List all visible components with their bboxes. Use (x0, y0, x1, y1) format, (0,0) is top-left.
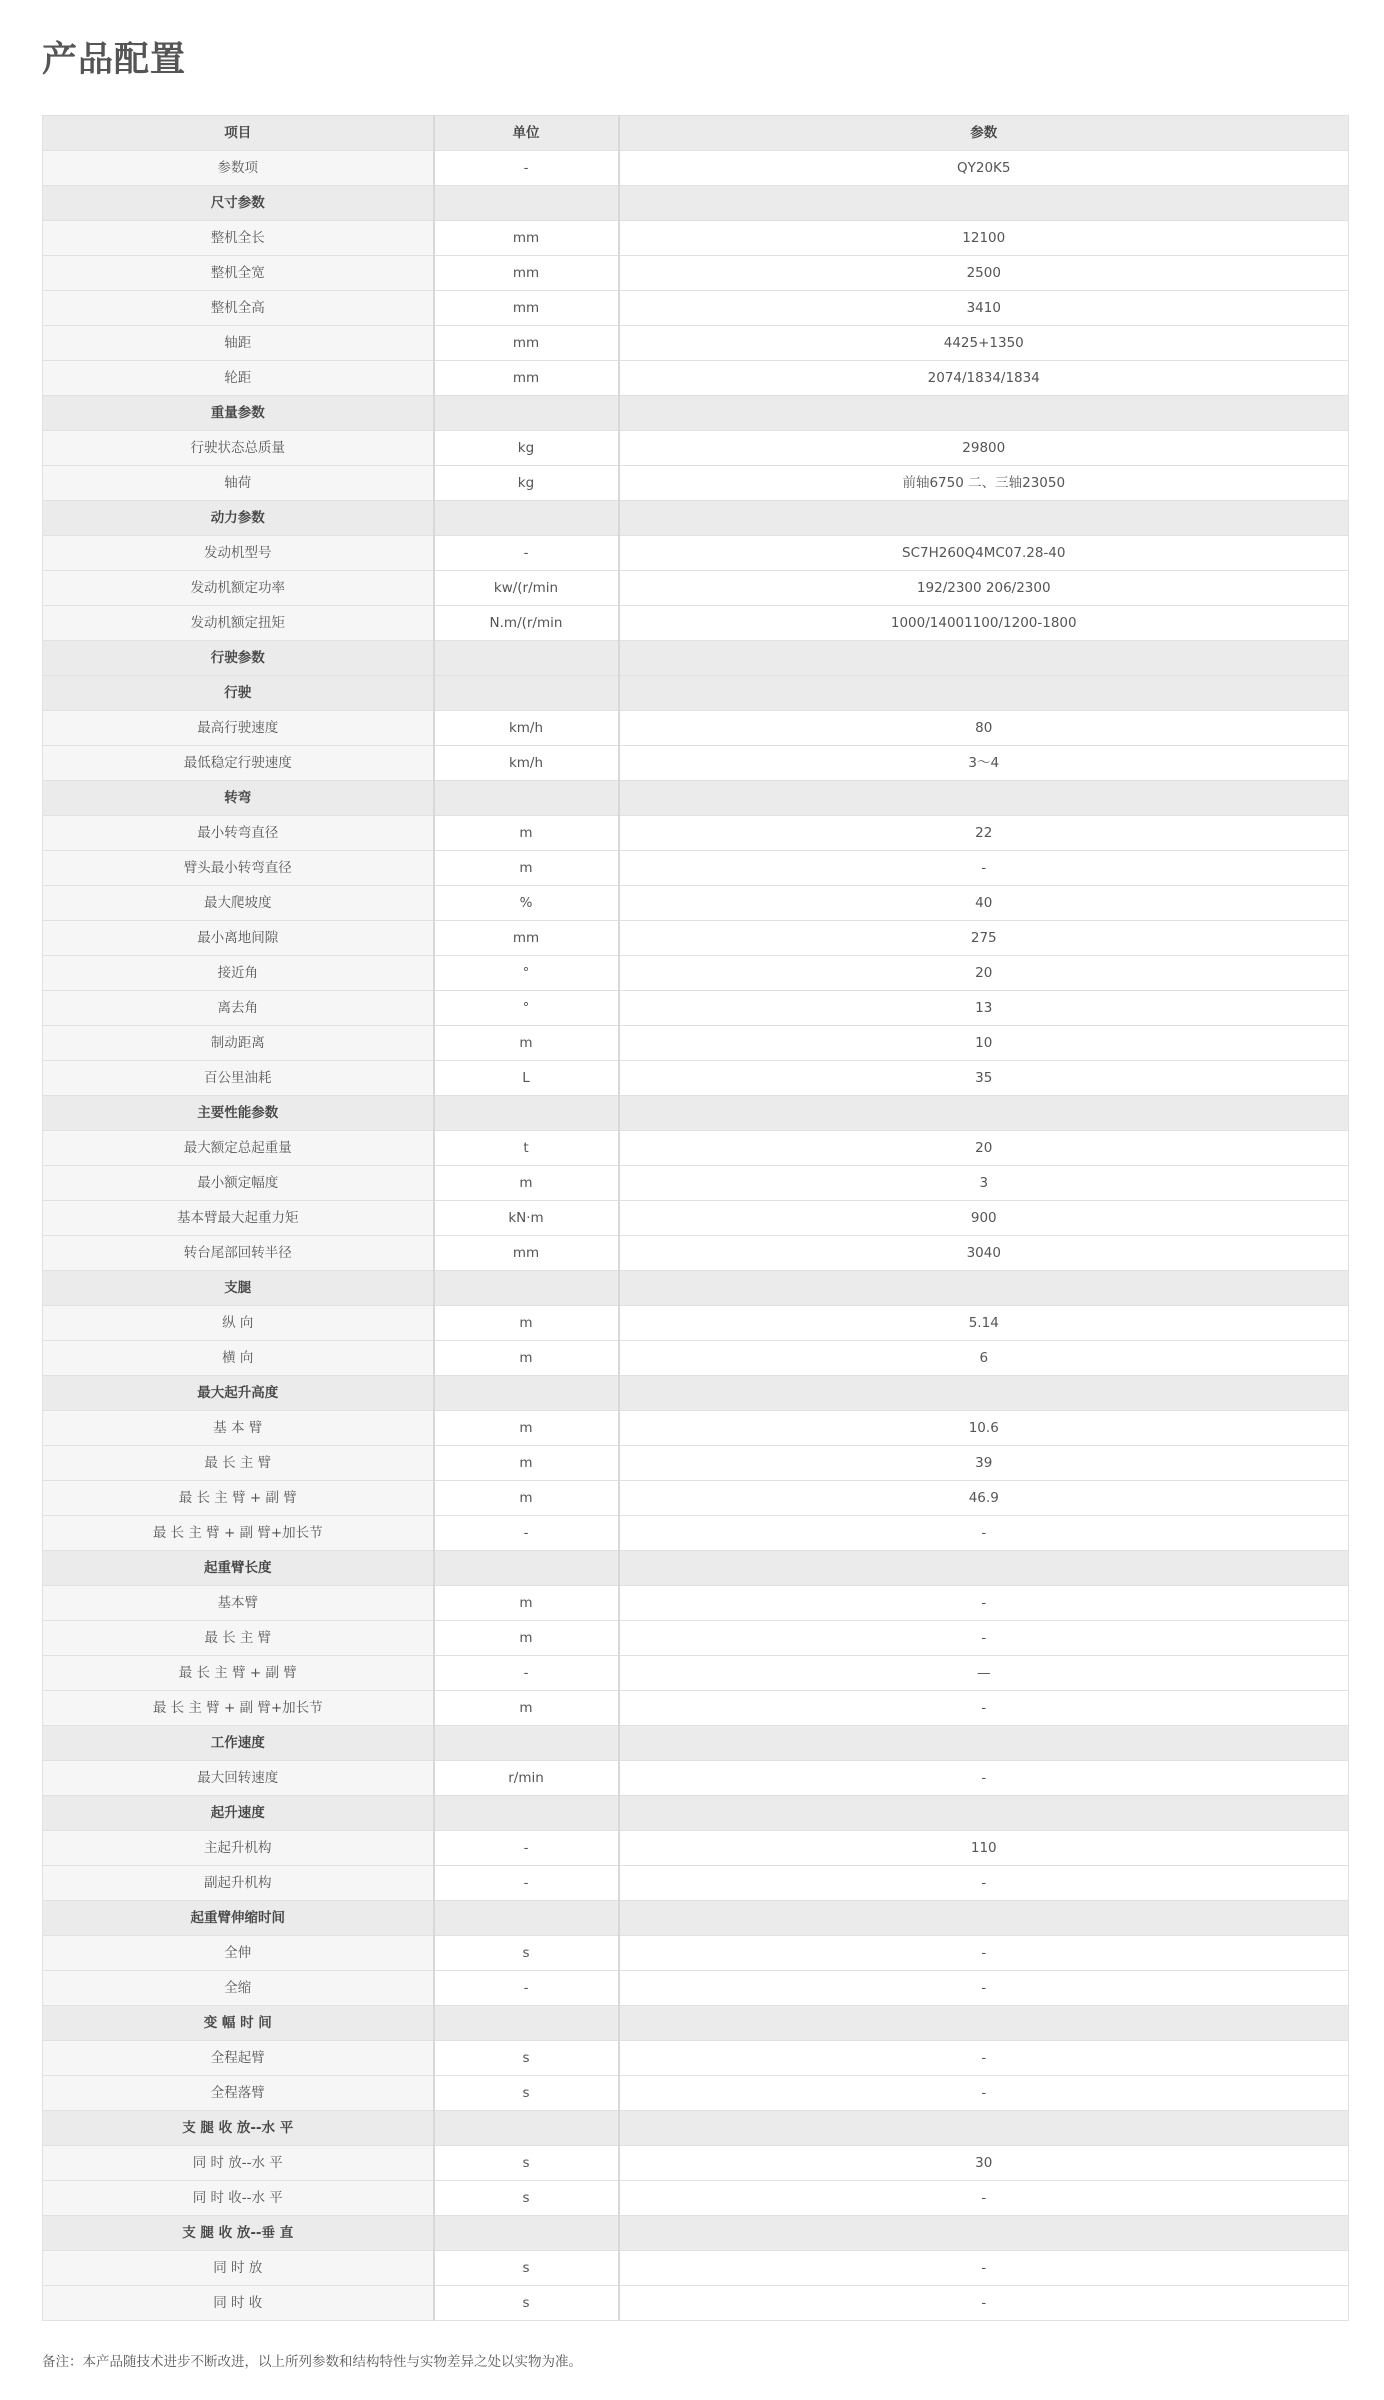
param-unit: s (434, 2041, 619, 2076)
section-title: 支 腿 收 放--水 平 (43, 2111, 434, 2146)
table-row (43, 1866, 1349, 1901)
param-value: 1000/14001100/1200-1800 (619, 606, 1349, 641)
section-value-cell (619, 1901, 1349, 1936)
param-name: 行驶状态总质量 (43, 431, 434, 466)
section-value-cell (619, 2111, 1349, 2146)
param-unit: m (434, 1166, 619, 1201)
param-value: - (619, 2041, 1349, 2076)
section-unit-cell (434, 1726, 619, 1761)
param-unit: s (434, 2251, 619, 2286)
param-name: 全伸 (43, 1936, 434, 1971)
param-value: - (619, 2286, 1349, 2321)
param-unit: kw/(r/min (434, 571, 619, 606)
section-value-cell (619, 1271, 1349, 1306)
param-value: 46.9 (619, 1481, 1349, 1516)
table-row (43, 2041, 1349, 2076)
param-name: 同 时 收--水 平 (43, 2181, 434, 2216)
param-unit: ° (434, 956, 619, 991)
section-row (43, 2006, 1349, 2041)
param-name: 发动机额定扭矩 (43, 606, 434, 641)
param-name: 横 向 (43, 1341, 434, 1376)
table-row (43, 991, 1349, 1026)
param-name: 整机全宽 (43, 256, 434, 291)
param-name: 轮距 (43, 361, 434, 396)
param-unit: s (434, 1936, 619, 1971)
param-name: 全缩 (43, 1971, 434, 2006)
param-unit: s (434, 2146, 619, 2181)
param-name: 纵 向 (43, 1306, 434, 1341)
param-value: 10.6 (619, 1411, 1349, 1446)
section-unit-cell (434, 1096, 619, 1131)
section-unit-cell (434, 641, 619, 676)
table-row (43, 1446, 1349, 1481)
param-value: - (619, 851, 1349, 886)
param-unit: s (434, 2076, 619, 2111)
param-unit: - (434, 1831, 619, 1866)
param-name: 参数项 (43, 151, 434, 186)
header-item: 项目 (43, 116, 434, 151)
section-row (43, 1796, 1349, 1831)
param-name: 整机全高 (43, 291, 434, 326)
table-row (43, 1761, 1349, 1796)
section-value-cell (619, 1726, 1349, 1761)
section-title: 动力参数 (43, 501, 434, 536)
param-name: 全程落臂 (43, 2076, 434, 2111)
param-value: 6 (619, 1341, 1349, 1376)
table-row (43, 2286, 1349, 2321)
section-row (43, 2216, 1349, 2251)
section-unit-cell (434, 2216, 619, 2251)
param-name: 转台尾部回转半径 (43, 1236, 434, 1271)
param-value: - (619, 1516, 1349, 1551)
param-name: 基本臂 (43, 1586, 434, 1621)
section-value-cell (619, 396, 1349, 431)
param-unit: km/h (434, 746, 619, 781)
section-unit-cell (434, 1551, 619, 1586)
section-row (43, 396, 1349, 431)
param-value: 275 (619, 921, 1349, 956)
table-row (43, 2146, 1349, 2181)
param-name: 最大额定总起重量 (43, 1131, 434, 1166)
table-row (43, 256, 1349, 291)
section-row (43, 781, 1349, 816)
param-value: 4425+1350 (619, 326, 1349, 361)
param-unit: - (434, 1971, 619, 2006)
section-value-cell (619, 1796, 1349, 1831)
param-name: 最大爬坡度 (43, 886, 434, 921)
table-row (43, 1481, 1349, 1516)
param-unit: m (434, 1481, 619, 1516)
param-unit: mm (434, 361, 619, 396)
param-name: 制动距离 (43, 1026, 434, 1061)
table-row (43, 1341, 1349, 1376)
section-title: 支腿 (43, 1271, 434, 1306)
param-unit: kN·m (434, 1201, 619, 1236)
param-name: 整机全长 (43, 221, 434, 256)
param-value: 3 (619, 1166, 1349, 1201)
param-name: 百公里油耗 (43, 1061, 434, 1096)
param-unit: L (434, 1061, 619, 1096)
section-title: 行驶 (43, 676, 434, 711)
table-row (43, 361, 1349, 396)
section-title: 工作速度 (43, 1726, 434, 1761)
table-row (43, 2181, 1349, 2216)
section-row (43, 186, 1349, 221)
param-unit: m (434, 1691, 619, 1726)
param-value: — (619, 1656, 1349, 1691)
param-name: 最大回转速度 (43, 1761, 434, 1796)
table-row (43, 326, 1349, 361)
param-value: 900 (619, 1201, 1349, 1236)
table-row (43, 1166, 1349, 1201)
param-unit: m (434, 1621, 619, 1656)
header-param: 参数 (619, 116, 1349, 151)
param-value: - (619, 1971, 1349, 2006)
section-value-cell (619, 641, 1349, 676)
section-value-cell (619, 501, 1349, 536)
section-title: 重量参数 (43, 396, 434, 431)
section-unit-cell (434, 501, 619, 536)
param-value: 20 (619, 956, 1349, 991)
param-value: - (619, 1936, 1349, 1971)
param-value: - (619, 1586, 1349, 1621)
param-unit: mm (434, 326, 619, 361)
table-row (43, 1236, 1349, 1271)
param-name: 臂头最小转弯直径 (43, 851, 434, 886)
section-row (43, 1551, 1349, 1586)
table-row (43, 1831, 1349, 1866)
section-unit-cell (434, 676, 619, 711)
section-title: 支 腿 收 放--垂 直 (43, 2216, 434, 2251)
section-value-cell (619, 186, 1349, 221)
param-name: 最 长 主 臂 (43, 1621, 434, 1656)
section-value-cell (619, 1096, 1349, 1131)
section-unit-cell (434, 396, 619, 431)
section-value-cell (619, 781, 1349, 816)
table-row (43, 1411, 1349, 1446)
param-name: 基本臂最大起重力矩 (43, 1201, 434, 1236)
param-value: 12100 (619, 221, 1349, 256)
section-value-cell (619, 2006, 1349, 2041)
section-row (43, 676, 1349, 711)
param-name: 最小转弯直径 (43, 816, 434, 851)
param-unit: m (434, 1341, 619, 1376)
section-title: 行驶参数 (43, 641, 434, 676)
param-unit: s (434, 2286, 619, 2321)
table-row (43, 1306, 1349, 1341)
param-unit: t (434, 1131, 619, 1166)
param-value: - (619, 2181, 1349, 2216)
param-name: 同 时 收 (43, 2286, 434, 2321)
table-row (43, 221, 1349, 256)
param-value: 3040 (619, 1236, 1349, 1271)
section-value-cell (619, 1551, 1349, 1586)
param-unit: mm (434, 256, 619, 291)
param-name: 最 长 主 臂 + 副 臂 (43, 1481, 434, 1516)
param-unit: N.m/(r/min (434, 606, 619, 641)
param-unit: - (434, 151, 619, 186)
table-header-row (43, 116, 1349, 151)
section-row (43, 1726, 1349, 1761)
table-row (43, 571, 1349, 606)
param-value: QY20K5 (619, 151, 1349, 186)
table-row (43, 1936, 1349, 1971)
param-value: 3410 (619, 291, 1349, 326)
param-unit: - (434, 1656, 619, 1691)
param-name: 基 本 臂 (43, 1411, 434, 1446)
param-unit: mm (434, 1236, 619, 1271)
table-row (43, 816, 1349, 851)
param-name: 发动机型号 (43, 536, 434, 571)
param-value: 40 (619, 886, 1349, 921)
section-unit-cell (434, 1901, 619, 1936)
table-row (43, 606, 1349, 641)
section-row (43, 501, 1349, 536)
section-value-cell (619, 676, 1349, 711)
param-unit: m (434, 1586, 619, 1621)
param-value: 20 (619, 1131, 1349, 1166)
table-row (43, 536, 1349, 571)
param-value: 2074/1834/1834 (619, 361, 1349, 396)
section-row (43, 1901, 1349, 1936)
spec-table (42, 115, 1349, 2321)
param-name: 最低稳定行驶速度 (43, 746, 434, 781)
param-unit: r/min (434, 1761, 619, 1796)
param-name: 最 长 主 臂 + 副 臂 (43, 1656, 434, 1691)
table-row (43, 466, 1349, 501)
param-unit: m (434, 1446, 619, 1481)
param-value: 3～4 (619, 746, 1349, 781)
param-value: 22 (619, 816, 1349, 851)
param-unit: m (434, 1026, 619, 1061)
table-row (43, 151, 1349, 186)
param-value: 30 (619, 2146, 1349, 2181)
table-row (43, 1131, 1349, 1166)
param-name: 主起升机构 (43, 1831, 434, 1866)
section-row (43, 1271, 1349, 1306)
param-value: 39 (619, 1446, 1349, 1481)
section-title: 起重臂长度 (43, 1551, 434, 1586)
param-value: - (619, 2076, 1349, 2111)
param-name: 最 长 主 臂 (43, 1446, 434, 1481)
param-unit: km/h (434, 711, 619, 746)
table-body (43, 151, 1349, 2321)
section-value-cell (619, 1376, 1349, 1411)
param-name: 最高行驶速度 (43, 711, 434, 746)
param-value: - (619, 2251, 1349, 2286)
param-name: 最小额定幅度 (43, 1166, 434, 1201)
param-name: 同 时 放--水 平 (43, 2146, 434, 2181)
table-row (43, 711, 1349, 746)
param-value: 2500 (619, 256, 1349, 291)
section-unit-cell (434, 1796, 619, 1831)
table-row (43, 886, 1349, 921)
param-value: - (619, 1621, 1349, 1656)
section-title: 起重臂伸缩时间 (43, 1901, 434, 1936)
param-value: 10 (619, 1026, 1349, 1061)
section-title: 最大起升高度 (43, 1376, 434, 1411)
param-unit: ° (434, 991, 619, 1026)
table-row (43, 1971, 1349, 2006)
param-value: 110 (619, 1831, 1349, 1866)
param-name: 最 长 主 臂 + 副 臂+加长节 (43, 1516, 434, 1551)
section-value-cell (619, 2216, 1349, 2251)
param-unit: - (434, 536, 619, 571)
section-title: 主要性能参数 (43, 1096, 434, 1131)
param-name: 轴荷 (43, 466, 434, 501)
param-unit: mm (434, 921, 619, 956)
param-unit: kg (434, 431, 619, 466)
section-title: 转弯 (43, 781, 434, 816)
table-row (43, 746, 1349, 781)
param-unit: kg (434, 466, 619, 501)
param-value: SC7H260Q4MC07.28-40 (619, 536, 1349, 571)
section-title: 起升速度 (43, 1796, 434, 1831)
table-row (43, 1621, 1349, 1656)
param-unit: m (434, 1411, 619, 1446)
param-name: 接近角 (43, 956, 434, 991)
param-name: 轴距 (43, 326, 434, 361)
section-unit-cell (434, 2111, 619, 2146)
section-unit-cell (434, 1271, 619, 1306)
param-unit: - (434, 1516, 619, 1551)
section-unit-cell (434, 2006, 619, 2041)
param-unit: m (434, 816, 619, 851)
section-row (43, 2111, 1349, 2146)
param-name: 发动机额定功率 (43, 571, 434, 606)
section-title: 尺寸参数 (43, 186, 434, 221)
section-unit-cell (434, 1376, 619, 1411)
param-unit: mm (434, 291, 619, 326)
param-unit: - (434, 1866, 619, 1901)
param-name: 最 长 主 臂 + 副 臂+加长节 (43, 1691, 434, 1726)
table-row (43, 1026, 1349, 1061)
table-row (43, 291, 1349, 326)
section-row (43, 641, 1349, 676)
table-row (43, 2076, 1349, 2111)
param-value: 前轴6750 二、三轴23050 (619, 466, 1349, 501)
page-title: 产品配置 (42, 40, 187, 80)
param-unit: m (434, 1306, 619, 1341)
table-row (43, 1201, 1349, 1236)
table-row (43, 431, 1349, 466)
param-value: - (619, 1866, 1349, 1901)
section-unit-cell (434, 186, 619, 221)
param-unit: m (434, 851, 619, 886)
param-value: - (619, 1761, 1349, 1796)
param-value: 35 (619, 1061, 1349, 1096)
table-row (43, 1516, 1349, 1551)
table-row (43, 1656, 1349, 1691)
header-unit: 单位 (434, 116, 619, 151)
footnote: 备注：本产品随技术进步不断改进，以上所列参数和结构特性与实物差异之处以实物为准。 (42, 2354, 582, 2370)
param-name: 最小离地间隙 (43, 921, 434, 956)
param-value: 13 (619, 991, 1349, 1026)
table-row (43, 956, 1349, 991)
param-value: 29800 (619, 431, 1349, 466)
param-value: 5.14 (619, 1306, 1349, 1341)
section-title: 变 幅 时 间 (43, 2006, 434, 2041)
param-name: 全程起臂 (43, 2041, 434, 2076)
param-name: 同 时 放 (43, 2251, 434, 2286)
param-name: 离去角 (43, 991, 434, 1026)
table-row (43, 2251, 1349, 2286)
section-unit-cell (434, 781, 619, 816)
section-row (43, 1096, 1349, 1131)
table-row (43, 1061, 1349, 1096)
param-unit: % (434, 886, 619, 921)
param-unit: mm (434, 221, 619, 256)
param-value: 192/2300 206/2300 (619, 571, 1349, 606)
table-row (43, 921, 1349, 956)
param-value: 80 (619, 711, 1349, 746)
param-unit: s (434, 2181, 619, 2216)
section-row (43, 1376, 1349, 1411)
table-row (43, 1586, 1349, 1621)
param-name: 副起升机构 (43, 1866, 434, 1901)
table-row (43, 1691, 1349, 1726)
table-row (43, 851, 1349, 886)
param-value: - (619, 1691, 1349, 1726)
